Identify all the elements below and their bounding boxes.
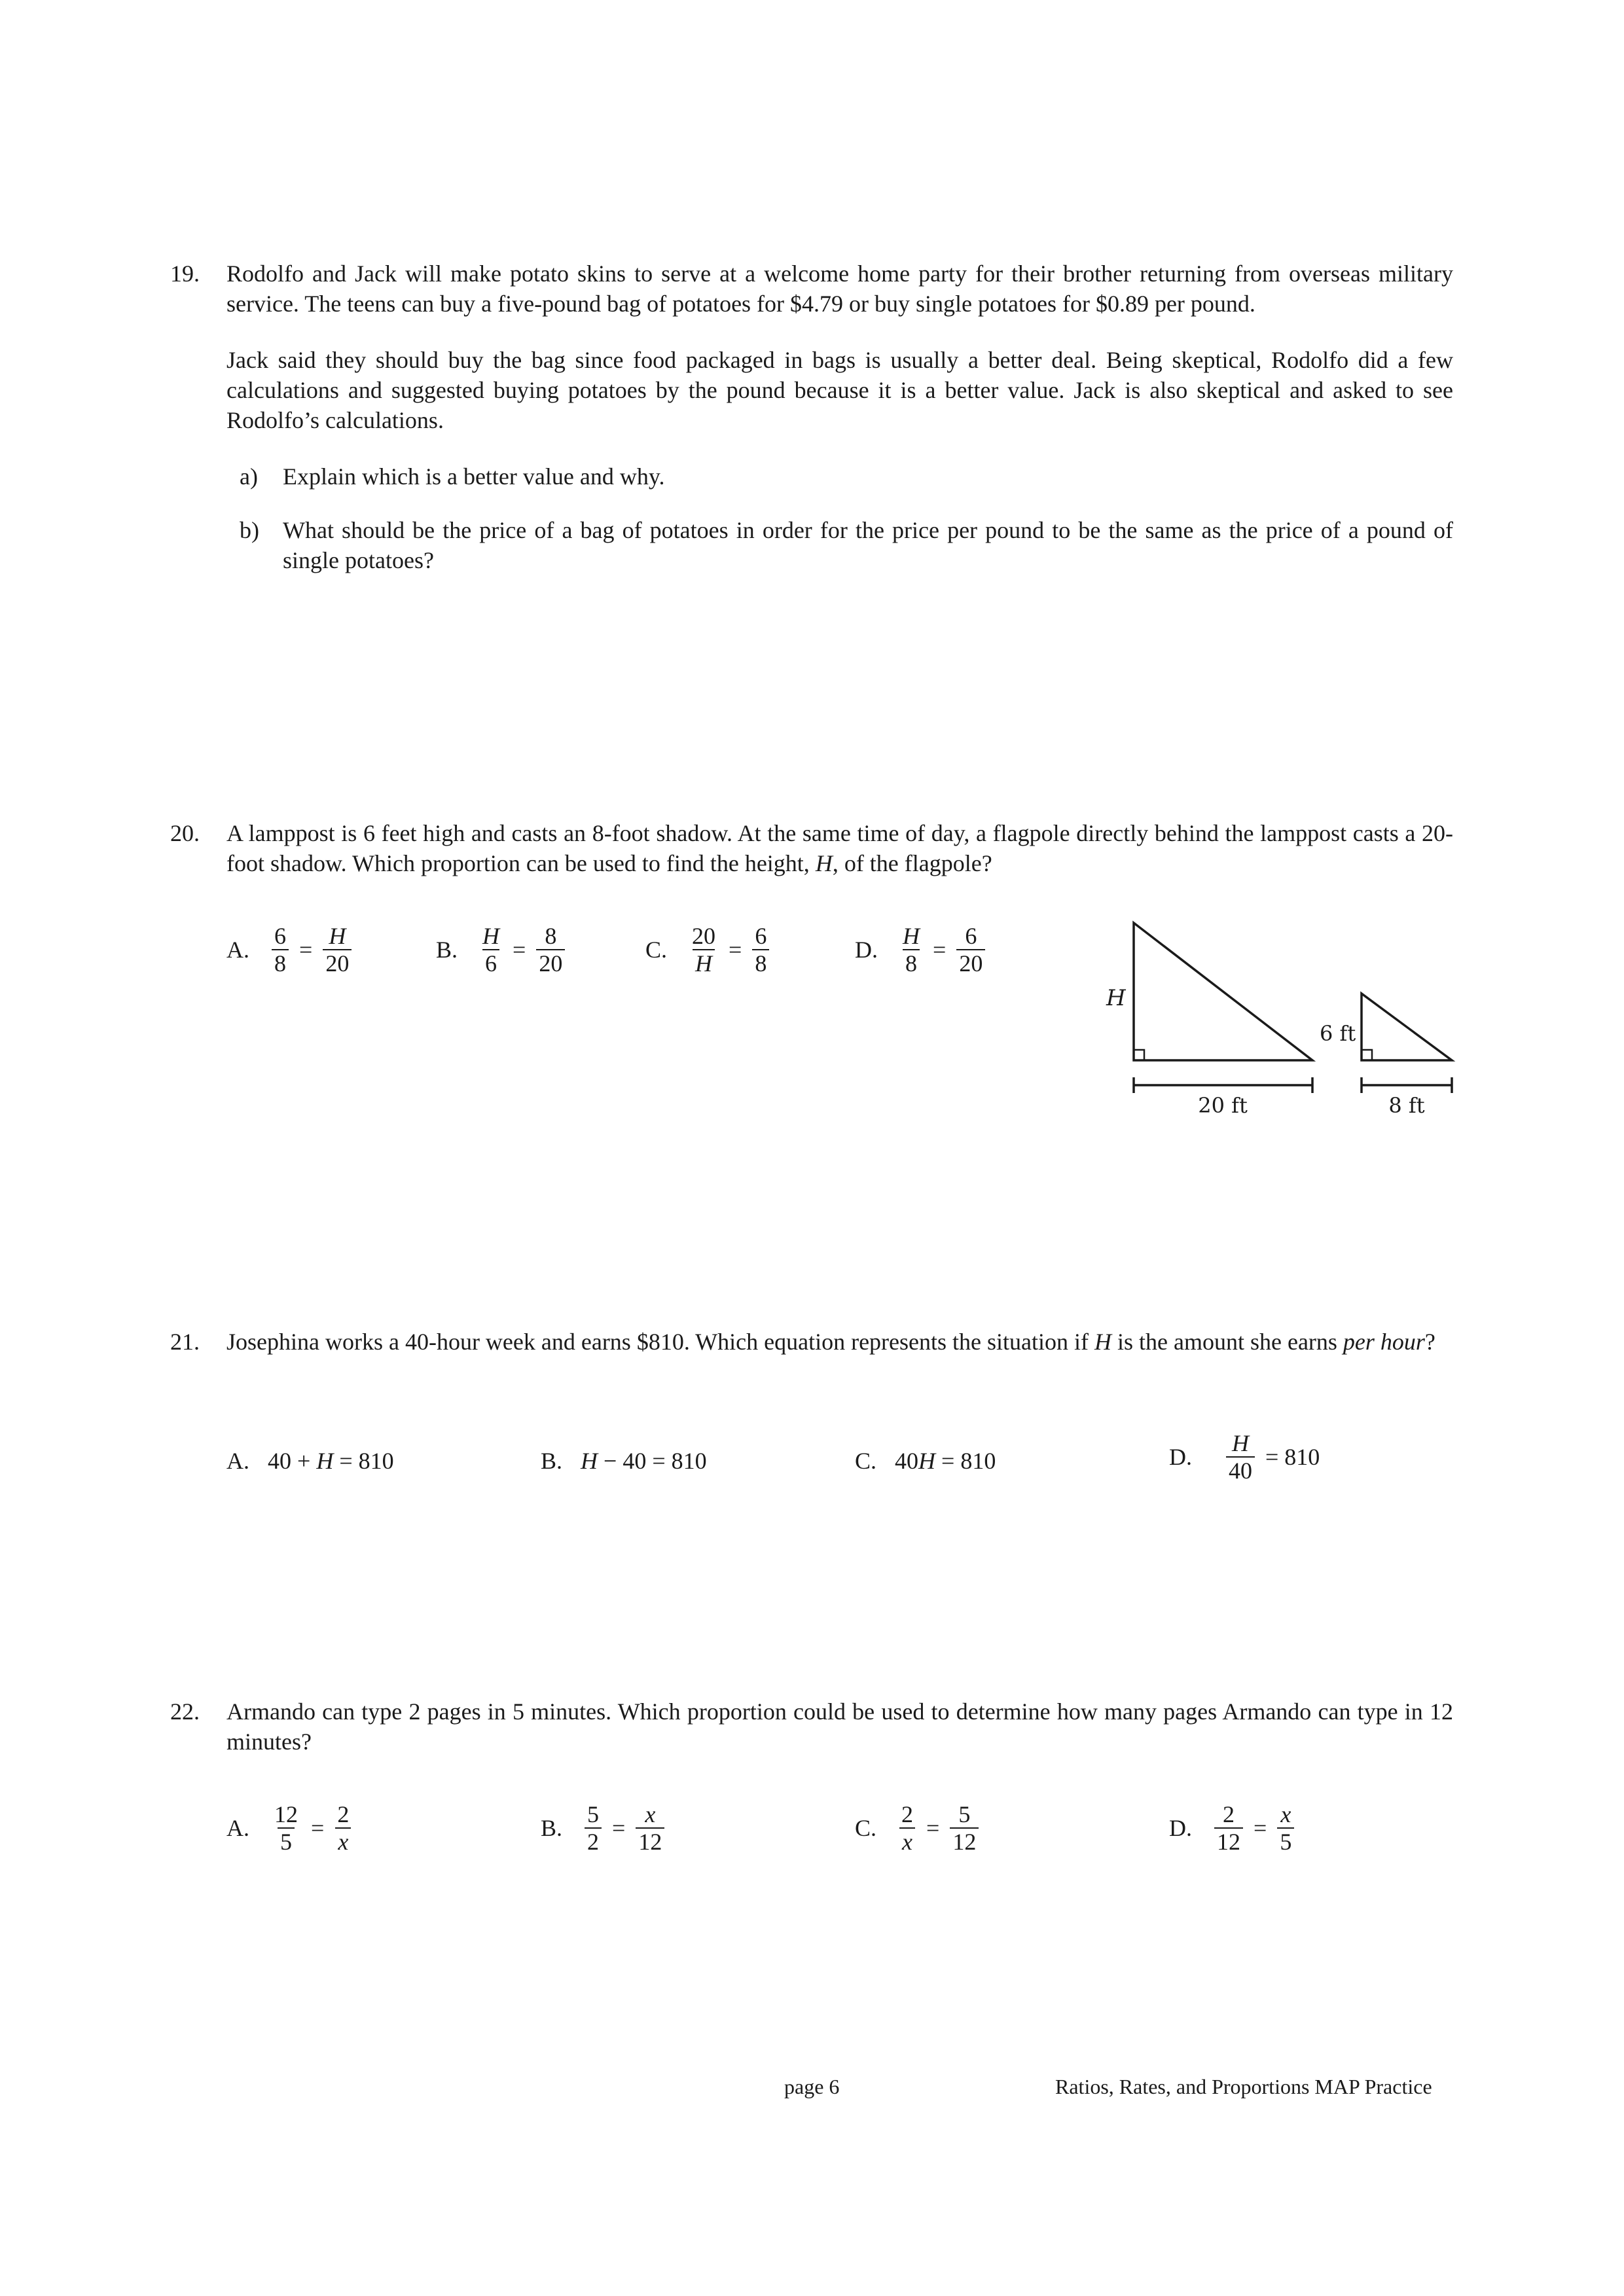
option-letter: C. <box>855 1815 877 1841</box>
numerator: 12 <box>274 1801 298 1827</box>
denominator: x <box>899 1827 915 1855</box>
equals-sign: = <box>513 937 526 963</box>
denominator: 5 <box>278 1827 295 1855</box>
option-b[interactable] <box>436 923 569 977</box>
option-letter: D. <box>1169 1815 1192 1841</box>
similar-triangles-figure <box>1080 910 1473 1126</box>
option-letter: D. <box>855 937 878 963</box>
equation-variable: H <box>581 1448 598 1474</box>
equals-sign: = <box>926 1815 940 1841</box>
question-variable: H <box>815 850 833 876</box>
fraction <box>1214 1801 1243 1855</box>
sub-question-a <box>226 461 1453 492</box>
option-a[interactable] <box>226 1801 355 1855</box>
document-title: Ratios, Rates, and Proportions MAP Practice <box>1055 2075 1432 2098</box>
fraction <box>1277 1801 1294 1855</box>
numerator: x <box>645 1801 656 1827</box>
denominator: 8 <box>752 949 769 977</box>
question-paragraph: Rodolfo and Jack will make potato skins to serve at a welcome home party for their brother returning from overseas military service. The teens can buy a five-pound bag of potatoes for $4.79 or buy single potatoes for $0.89 per pound. <box>226 260 1453 317</box>
question-number: 19. <box>170 260 200 287</box>
lamppost-triangle <box>1362 994 1452 1060</box>
fraction <box>585 1801 602 1855</box>
fraction <box>1226 1430 1255 1484</box>
denominator: 2 <box>585 1827 602 1855</box>
denominator: H <box>693 949 715 977</box>
numerator: H <box>329 923 346 949</box>
sub-label: a) <box>240 463 258 490</box>
equals-sign: = <box>299 937 313 963</box>
equals-sign: = <box>612 1815 626 1841</box>
denominator: 40 <box>1226 1456 1255 1484</box>
sub-text: Explain which is a better value and why. <box>283 463 665 490</box>
question-number: 21. <box>170 1329 200 1355</box>
numerator: 8 <box>545 923 557 949</box>
fraction <box>536 923 565 977</box>
option-c[interactable] <box>855 1446 996 1476</box>
page-number: page 6 <box>784 2075 840 2098</box>
sub-label: b) <box>240 517 259 543</box>
numerator: H <box>903 923 920 949</box>
option-d[interactable] <box>1169 1801 1298 1855</box>
fraction <box>689 923 718 977</box>
sub-question-b <box>226 515 1453 575</box>
numerator: 2 <box>1223 1801 1235 1827</box>
denominator: 12 <box>636 1827 664 1855</box>
option-letter: D. <box>1169 1444 1192 1470</box>
equals-sign: = <box>311 1815 325 1841</box>
equation-part: = 810 <box>333 1448 394 1474</box>
numerator: 20 <box>692 923 716 949</box>
denominator: 8 <box>272 949 289 977</box>
denominator: 12 <box>950 1827 979 1855</box>
question-text: , of the flagpole? <box>832 850 992 876</box>
option-b[interactable] <box>541 1446 707 1476</box>
option-letter: C. <box>645 937 668 963</box>
numerator: 6 <box>965 923 977 949</box>
denominator: 20 <box>323 949 352 977</box>
option-a[interactable] <box>226 1446 394 1476</box>
numerator: 2 <box>901 1801 914 1827</box>
equals-sign: = <box>729 937 742 963</box>
numerator: x <box>1280 1801 1291 1827</box>
lamppost-height-label: 6 ft <box>1320 1021 1356 1046</box>
question-body <box>226 259 1453 599</box>
option-b[interactable] <box>541 1801 668 1855</box>
option-d[interactable] <box>855 923 989 977</box>
question-number: 20. <box>170 820 200 846</box>
numerator: 6 <box>755 923 767 949</box>
question-text: Josephina works a 40-hour week and earns $810. Which equation represents the situation if <box>226 1329 1094 1355</box>
numerator: H <box>1232 1430 1249 1456</box>
fraction <box>334 1801 352 1855</box>
lamppost-shadow-label: 8 ft <box>1388 1093 1425 1118</box>
denominator: x <box>335 1827 351 1855</box>
option-a[interactable] <box>226 923 355 977</box>
fraction <box>899 1801 916 1855</box>
equation-part: = 810 <box>935 1448 996 1474</box>
question-text: is the amount she earns <box>1111 1329 1343 1355</box>
equation-part: 40 + <box>268 1448 317 1474</box>
equation-part: = 810 <box>1265 1444 1320 1470</box>
fraction <box>636 1801 664 1855</box>
question-body: Armando can type 2 pages in 5 minutes. Which proportion could be used to determine how many pages Armando can type in 12 minutes? <box>226 1698 1453 1755</box>
option-letter: C. <box>855 1448 877 1474</box>
denominator: 12 <box>1214 1827 1243 1855</box>
question-body <box>226 818 1453 878</box>
fraction <box>950 1801 979 1855</box>
question-text: ? <box>1424 1329 1435 1355</box>
right-angle-marker <box>1362 1050 1372 1060</box>
option-letter: B. <box>541 1815 563 1841</box>
flagpole-height-label: H <box>1106 985 1126 1011</box>
option-letter: B. <box>436 937 458 963</box>
numerator: 6 <box>274 923 286 949</box>
equals-sign: = <box>933 937 947 963</box>
question-emphasis: per hour <box>1343 1329 1425 1355</box>
equals-sign: = <box>1254 1815 1267 1841</box>
denominator: 8 <box>903 949 920 977</box>
option-letter: A. <box>226 1815 249 1841</box>
fraction <box>900 923 922 977</box>
fraction <box>272 923 289 977</box>
fraction <box>752 923 769 977</box>
denominator: 5 <box>1277 1827 1294 1855</box>
numerator: 5 <box>958 1801 971 1827</box>
question-text: A lamppost is 6 feet high and casts an 8-foot shadow. At the same time of day, a flagpole directly behind the lamppost casts a 20-foot shadow. Which proportion can be used to find the height, <box>226 820 1453 876</box>
equation-variable: H <box>316 1448 334 1474</box>
question-body <box>226 1327 1453 1357</box>
question-number: 22. <box>170 1698 200 1725</box>
denominator: 20 <box>536 949 565 977</box>
numerator: 5 <box>587 1801 600 1827</box>
sub-text: What should be the price of a bag of potatoes in order for the price per pound to be the same as the price of a pound of single potatoes? <box>283 517 1453 573</box>
numerator: H <box>482 923 500 949</box>
option-letter: A. <box>226 1448 249 1474</box>
right-angle-marker <box>1134 1050 1144 1060</box>
option-c[interactable] <box>645 923 773 977</box>
fraction <box>956 923 985 977</box>
option-c[interactable] <box>855 1801 983 1855</box>
denominator: 6 <box>482 949 499 977</box>
flagpole-triangle <box>1134 923 1312 1060</box>
question-variable: H <box>1094 1329 1111 1355</box>
equation-variable: H <box>918 1448 936 1474</box>
option-letter: A. <box>226 937 249 963</box>
equation-part: 40 <box>895 1448 919 1474</box>
flagpole-shadow-label: 20 ft <box>1198 1093 1248 1118</box>
numerator: 2 <box>337 1801 350 1827</box>
fraction <box>323 923 352 977</box>
option-d[interactable] <box>1169 1430 1320 1484</box>
question-paragraph: Jack said they should buy the bag since food packaged in bags is usually a better deal. Being skeptical, Rodolfo did a few calculations and suggested buying potatoes by the pound because it is a better value. Jack is also skeptical and asked to see Rodolfo’s calculations. <box>226 347 1453 433</box>
denominator: 20 <box>956 949 985 977</box>
fraction <box>272 1801 300 1855</box>
option-letter: B. <box>541 1448 563 1474</box>
fraction <box>480 923 502 977</box>
equation-part: − 40 = 810 <box>598 1448 707 1474</box>
